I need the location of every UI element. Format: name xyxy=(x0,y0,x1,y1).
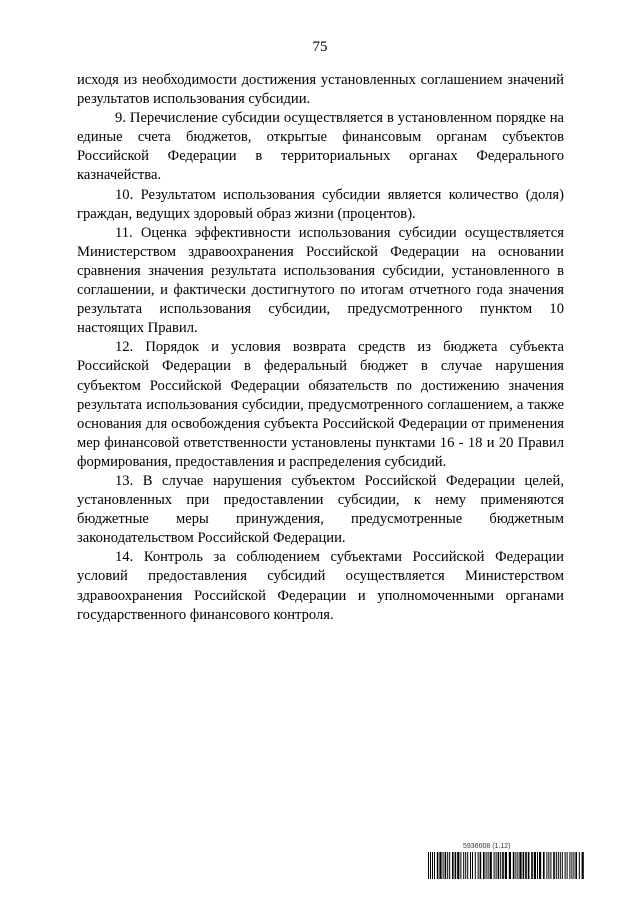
paragraph-item-13: 13. В случае нарушения субъектом Российской Федерации целей, установленных при предоставлении субсидии, к нему применяются бюджетные меры принуждения, предусмотренные бюджетным законодательством Российской Федерации. xyxy=(77,472,564,547)
paragraph-continuation: исходя из необходимости достижения установленных соглашением значений результатов использования субсидии. xyxy=(77,72,564,108)
paragraph-item-10: 10. Результатом использования субсидии является количество (доля) граждан, ведущих здоровый образ жизни (процентов). xyxy=(77,186,564,222)
page-number: 75 xyxy=(312,39,328,55)
paragraph-item-11: 11. Оценка эффективности использования субсидии осуществляется Министерством здравоохранения Российской Федерации на основании сравнения значения результата использования субсидии, установленного в соглашении, и фактически достигнутого по итогам отчетного года значения результата использования субсидии, предусмотренного пунктом 10 настоящих Правил. xyxy=(77,224,564,337)
barcode-icon xyxy=(428,852,584,879)
paragraph-item-12: 12. Порядок и условия возврата средств из бюджета субъекта Российской Федерации в федеральный бюджет в случае нарушения субъектом Российской Федерации обязательств по достижению значения результата использования субсидии, предусмотренного соглашением, а также основания для освобождения субъекта Российской Федерации от применения мер финансовой ответственности установлены пунктами 16 - 18 и 20 Правил формирования, предоставления и распределения субсидий. xyxy=(77,339,564,470)
document-body xyxy=(77,71,564,625)
paragraph-item-9: 9. Перечисление субсидии осуществляется в установленном порядке на единые счета бюджетов, открытые финансовым органам субъектов Российской Федерации в территориальных органах Федерального казначейства. xyxy=(77,110,564,184)
barcode-block xyxy=(428,843,584,879)
document-code: 5936008 (1.12) xyxy=(463,843,511,850)
paragraph-item-14: 14. Контроль за соблюдением субъектами Российской Федерации условий предоставления субсидий осуществляется Министерством здравоохранения Российской Федерации и уполномоченными органами государственного финансового контроля. xyxy=(77,549,564,623)
